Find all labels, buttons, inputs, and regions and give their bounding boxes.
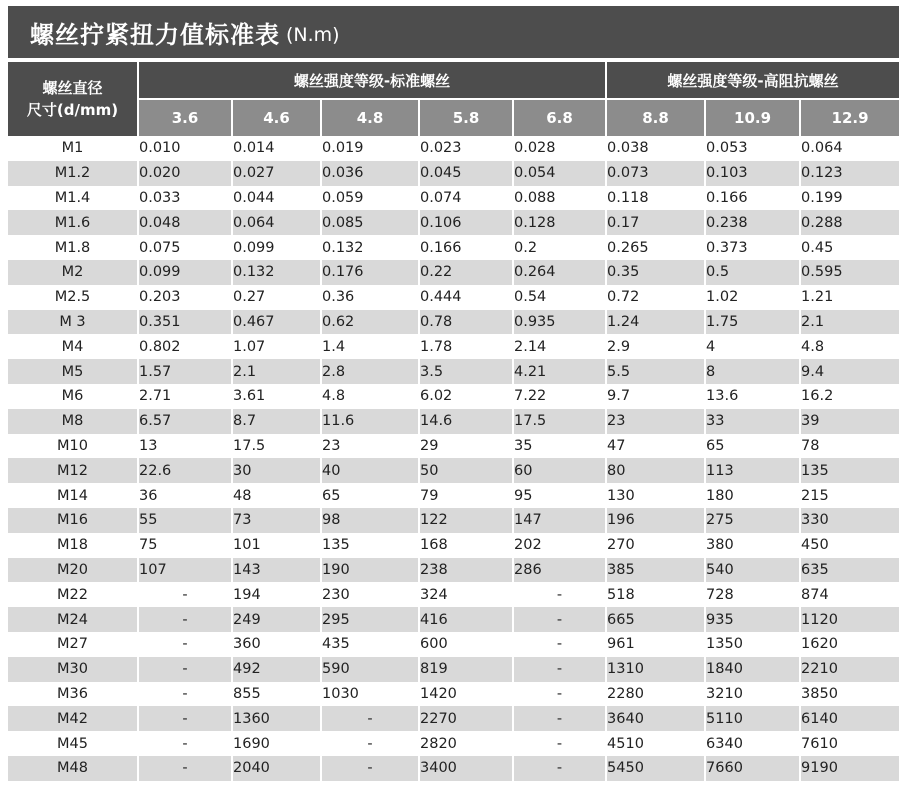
header-group-row [8,62,899,99]
torque-cell: 130 [606,483,705,508]
torque-cell: 33 [705,409,800,434]
torque-cell: 65 [321,483,419,508]
size-cell: M36 [8,682,138,707]
table-row [8,731,899,756]
table-row [8,657,899,682]
torque-cell: 14.6 [419,409,513,434]
torque-cell: - [513,756,606,781]
torque-cell: 2.1 [232,359,321,384]
table-row [8,706,899,731]
torque-cell: 1.21 [800,285,899,310]
torque-cell: 935 [705,607,800,632]
torque-cell: - [138,582,232,607]
torque-cell: 360 [232,632,321,657]
torque-cell: 0.053 [705,136,800,161]
torque-cell: 78 [800,434,899,459]
torque-cell: 0.103 [705,161,800,186]
torque-cell: 9.7 [606,384,705,409]
size-header-line-1: 螺丝直径 [42,79,103,97]
torque-cell: 180 [705,483,800,508]
size-cell: M1.4 [8,186,138,211]
torque-cell: 4.8 [321,384,419,409]
torque-cell: 215 [800,483,899,508]
torque-cell: 0.467 [232,310,321,335]
torque-cell: 202 [513,533,606,558]
torque-cell: - [138,756,232,781]
grade-header: 12.9 [800,99,899,136]
size-cell: M12 [8,458,138,483]
torque-cell: 147 [513,508,606,533]
torque-cell: 0.54 [513,285,606,310]
size-header-line-2: 尺寸(d/mm) [26,101,119,119]
torque-cell: 0.054 [513,161,606,186]
torque-cell: 518 [606,582,705,607]
torque-cell: 0.238 [705,210,800,235]
torque-cell: 3400 [419,756,513,781]
torque-cell: 5450 [606,756,705,781]
size-cell: M1.6 [8,210,138,235]
torque-cell: 1030 [321,682,419,707]
torque-cell: 270 [606,533,705,558]
torque-cell: - [513,607,606,632]
table-row [8,558,899,583]
torque-cell: 8.7 [232,409,321,434]
torque-cell: 48 [232,483,321,508]
torque-cell: 2820 [419,731,513,756]
torque-cell: 665 [606,607,705,632]
torque-cell: 3640 [606,706,705,731]
table-row [8,682,899,707]
table-row [8,310,899,335]
table-row [8,384,899,409]
torque-cell: 1.24 [606,310,705,335]
size-cell: M45 [8,731,138,756]
torque-cell: 143 [232,558,321,583]
table-row [8,334,899,359]
torque-cell: 380 [705,533,800,558]
torque-cell: 0.35 [606,260,705,285]
torque-cell: 0.351 [138,310,232,335]
torque-cell: 492 [232,657,321,682]
torque-cell: 0.199 [800,186,899,211]
torque-cell: - [321,731,419,756]
size-cell: M14 [8,483,138,508]
torque-cell: 1.78 [419,334,513,359]
torque-cell: 961 [606,632,705,657]
header-grade-row [8,99,899,136]
torque-cell: 0.123 [800,161,899,186]
table-row [8,359,899,384]
torque-cell: 65 [705,434,800,459]
torque-cell: 0.78 [419,310,513,335]
torque-cell: 0.036 [321,161,419,186]
torque-cell: 238 [419,558,513,583]
size-cell: M1 [8,136,138,161]
torque-cell: 0.203 [138,285,232,310]
torque-cell: - [138,706,232,731]
torque-cell: 8 [705,359,800,384]
table-header [8,62,899,136]
torque-cell: 16.2 [800,384,899,409]
torque-cell: 95 [513,483,606,508]
size-cell: M30 [8,657,138,682]
title-unit: (N.m) [286,24,340,46]
torque-cell: 1310 [606,657,705,682]
grade-header: 4.6 [232,99,321,136]
torque-cell: 0.048 [138,210,232,235]
table-row [8,458,899,483]
torque-cell: 0.5 [705,260,800,285]
table-row [8,632,899,657]
torque-cell: 0.288 [800,210,899,235]
torque-cell: 39 [800,409,899,434]
torque-cell: 7610 [800,731,899,756]
torque-cell: 30 [232,458,321,483]
title-bar [8,6,899,58]
table-body [8,136,899,781]
page-title: 螺丝拧紧扭力值标准表 [30,20,280,49]
size-cell: M1.2 [8,161,138,186]
torque-cell: 0.044 [232,186,321,211]
torque-cell: 1350 [705,632,800,657]
table-row [8,508,899,533]
torque-cell: - [513,706,606,731]
torque-cell: 3850 [800,682,899,707]
torque-cell: 2210 [800,657,899,682]
torque-cell: 4510 [606,731,705,756]
torque-cell: 22.6 [138,458,232,483]
torque-cell: 2280 [606,682,705,707]
torque-cell: 819 [419,657,513,682]
torque-cell: - [138,632,232,657]
torque-cell: 60 [513,458,606,483]
torque-cell: 0.010 [138,136,232,161]
table-row [8,136,899,161]
torque-cell: 2040 [232,756,321,781]
torque-cell: - [513,682,606,707]
torque-cell: 0.033 [138,186,232,211]
torque-cell: - [513,657,606,682]
grade-header: 3.6 [138,99,232,136]
table-row [8,756,899,781]
table-row [8,582,899,607]
torque-cell: 6140 [800,706,899,731]
torque-cell: 4 [705,334,800,359]
torque-cell: 0.028 [513,136,606,161]
torque-cell: 0.176 [321,260,419,285]
torque-cell: 4.21 [513,359,606,384]
size-column-header [8,62,138,136]
torque-cell: 80 [606,458,705,483]
torque-cell: - [513,582,606,607]
torque-cell: 1.75 [705,310,800,335]
size-cell: M8 [8,409,138,434]
torque-cell: 0.17 [606,210,705,235]
table-row [8,186,899,211]
torque-cell: 75 [138,533,232,558]
torque-cell: 107 [138,558,232,583]
torque-cell: 36 [138,483,232,508]
torque-cell: 874 [800,582,899,607]
torque-cell: 0.064 [800,136,899,161]
torque-cell: 135 [321,533,419,558]
size-cell: M2 [8,260,138,285]
table-row [8,483,899,508]
grade-header: 6.8 [513,99,606,136]
torque-cell: 23 [606,409,705,434]
size-cell: M4 [8,334,138,359]
torque-cell: - [138,607,232,632]
torque-cell: 17.5 [232,434,321,459]
torque-cell: 2.8 [321,359,419,384]
torque-cell: 1420 [419,682,513,707]
grade-header: 10.9 [705,99,800,136]
torque-cell: 79 [419,483,513,508]
torque-cell: 3.61 [232,384,321,409]
torque-cell: 6.02 [419,384,513,409]
torque-cell: 55 [138,508,232,533]
torque-cell: 1690 [232,731,321,756]
torque-cell: - [513,632,606,657]
torque-cell: 249 [232,607,321,632]
torque-cell: 113 [705,458,800,483]
torque-cell: 13.6 [705,384,800,409]
torque-cell: 0.064 [232,210,321,235]
torque-cell: 101 [232,533,321,558]
torque-cell: 0.023 [419,136,513,161]
torque-cell: 0.265 [606,235,705,260]
torque-cell: 73 [232,508,321,533]
size-cell: M10 [8,434,138,459]
torque-cell: 2270 [419,706,513,731]
torque-cell: 47 [606,434,705,459]
torque-cell: 450 [800,533,899,558]
torque-cell: 168 [419,533,513,558]
torque-cell: 190 [321,558,419,583]
grade-header: 5.8 [419,99,513,136]
torque-cell: 98 [321,508,419,533]
torque-cell: 6.57 [138,409,232,434]
torque-cell: 0.935 [513,310,606,335]
torque-cell: 3.5 [419,359,513,384]
torque-cell: 600 [419,632,513,657]
torque-cell: 0.62 [321,310,419,335]
torque-cell: 5.5 [606,359,705,384]
torque-cell: - [138,731,232,756]
table-row [8,533,899,558]
torque-cell: 3210 [705,682,800,707]
torque-cell: 194 [232,582,321,607]
torque-cell: 635 [800,558,899,583]
torque-cell: 2.14 [513,334,606,359]
table-row [8,607,899,632]
torque-cell: 230 [321,582,419,607]
size-cell: M1.8 [8,235,138,260]
torque-cell: 0.132 [232,260,321,285]
torque-cell: 0.038 [606,136,705,161]
torque-cell: 0.27 [232,285,321,310]
torque-cell: - [321,756,419,781]
torque-cell: 275 [705,508,800,533]
size-cell: M27 [8,632,138,657]
grade-header: 4.8 [321,99,419,136]
group-header-high-strength: 螺丝强度等级-高阻抗螺丝 [606,62,899,99]
torque-cell: 0.045 [419,161,513,186]
group-header-standard: 螺丝强度等级-标准螺丝 [138,62,606,99]
torque-cell: 0.373 [705,235,800,260]
torque-cell: 330 [800,508,899,533]
torque-cell: 29 [419,434,513,459]
torque-cell: 196 [606,508,705,533]
torque-cell: 5110 [705,706,800,731]
size-cell: M24 [8,607,138,632]
torque-cell: 295 [321,607,419,632]
torque-cell: 0.802 [138,334,232,359]
torque-cell: 122 [419,508,513,533]
torque-cell: 0.166 [705,186,800,211]
torque-cell: 0.099 [232,235,321,260]
torque-cell: 1840 [705,657,800,682]
torque-cell: 385 [606,558,705,583]
size-cell: M 3 [8,310,138,335]
torque-cell: 0.22 [419,260,513,285]
torque-cell: 1620 [800,632,899,657]
torque-cell: 0.128 [513,210,606,235]
torque-cell: 0.073 [606,161,705,186]
torque-cell: 1360 [232,706,321,731]
torque-cell: 0.099 [138,260,232,285]
torque-cell: 7660 [705,756,800,781]
torque-cell: 23 [321,434,419,459]
size-cell: M6 [8,384,138,409]
torque-cell: 40 [321,458,419,483]
size-cell: M22 [8,582,138,607]
torque-cell: 0.020 [138,161,232,186]
torque-cell: 2.9 [606,334,705,359]
torque-cell: 0.118 [606,186,705,211]
torque-cell: 0.014 [232,136,321,161]
torque-cell: 0.595 [800,260,899,285]
size-cell: M42 [8,706,138,731]
size-cell: M48 [8,756,138,781]
torque-cell: 286 [513,558,606,583]
torque-cell: 0.36 [321,285,419,310]
torque-cell: - [513,731,606,756]
torque-cell: 590 [321,657,419,682]
torque-cell: 4.8 [800,334,899,359]
size-cell: M20 [8,558,138,583]
torque-cell: - [138,682,232,707]
table-row [8,161,899,186]
table-row [8,285,899,310]
size-cell: M2.5 [8,285,138,310]
size-cell: M16 [8,508,138,533]
torque-cell: 0.444 [419,285,513,310]
torque-cell: 324 [419,582,513,607]
torque-cell: 0.059 [321,186,419,211]
torque-cell: 1120 [800,607,899,632]
torque-cell: 50 [419,458,513,483]
torque-cell: 0.106 [419,210,513,235]
torque-cell: 0.264 [513,260,606,285]
torque-cell: 2.71 [138,384,232,409]
table-row [8,210,899,235]
torque-cell: 1.4 [321,334,419,359]
table-row [8,434,899,459]
torque-cell: 1.02 [705,285,800,310]
torque-cell: 0.72 [606,285,705,310]
size-cell: M18 [8,533,138,558]
torque-cell: 135 [800,458,899,483]
torque-cell: 35 [513,434,606,459]
torque-cell: 7.22 [513,384,606,409]
torque-cell: - [321,706,419,731]
torque-cell: 0.027 [232,161,321,186]
torque-cell: 9190 [800,756,899,781]
torque-cell: 0.074 [419,186,513,211]
torque-cell: 0.2 [513,235,606,260]
table-row [8,235,899,260]
torque-cell: 0.45 [800,235,899,260]
torque-cell: 0.166 [419,235,513,260]
torque-cell: 435 [321,632,419,657]
torque-cell: 0.085 [321,210,419,235]
torque-cell: 728 [705,582,800,607]
torque-cell: 540 [705,558,800,583]
size-cell: M5 [8,359,138,384]
grade-header: 8.8 [606,99,705,136]
torque-cell: 11.6 [321,409,419,434]
torque-cell: 2.1 [800,310,899,335]
torque-cell: - [138,657,232,682]
torque-cell: 416 [419,607,513,632]
torque-cell: 1.07 [232,334,321,359]
torque-cell: 0.088 [513,186,606,211]
torque-cell: 855 [232,682,321,707]
table-row [8,409,899,434]
torque-cell: 0.132 [321,235,419,260]
torque-cell: 9.4 [800,359,899,384]
torque-table [8,62,899,781]
torque-cell: 17.5 [513,409,606,434]
torque-cell: 0.019 [321,136,419,161]
torque-cell: 0.075 [138,235,232,260]
torque-cell: 6340 [705,731,800,756]
torque-cell: 13 [138,434,232,459]
table-row [8,260,899,285]
torque-cell: 1.57 [138,359,232,384]
